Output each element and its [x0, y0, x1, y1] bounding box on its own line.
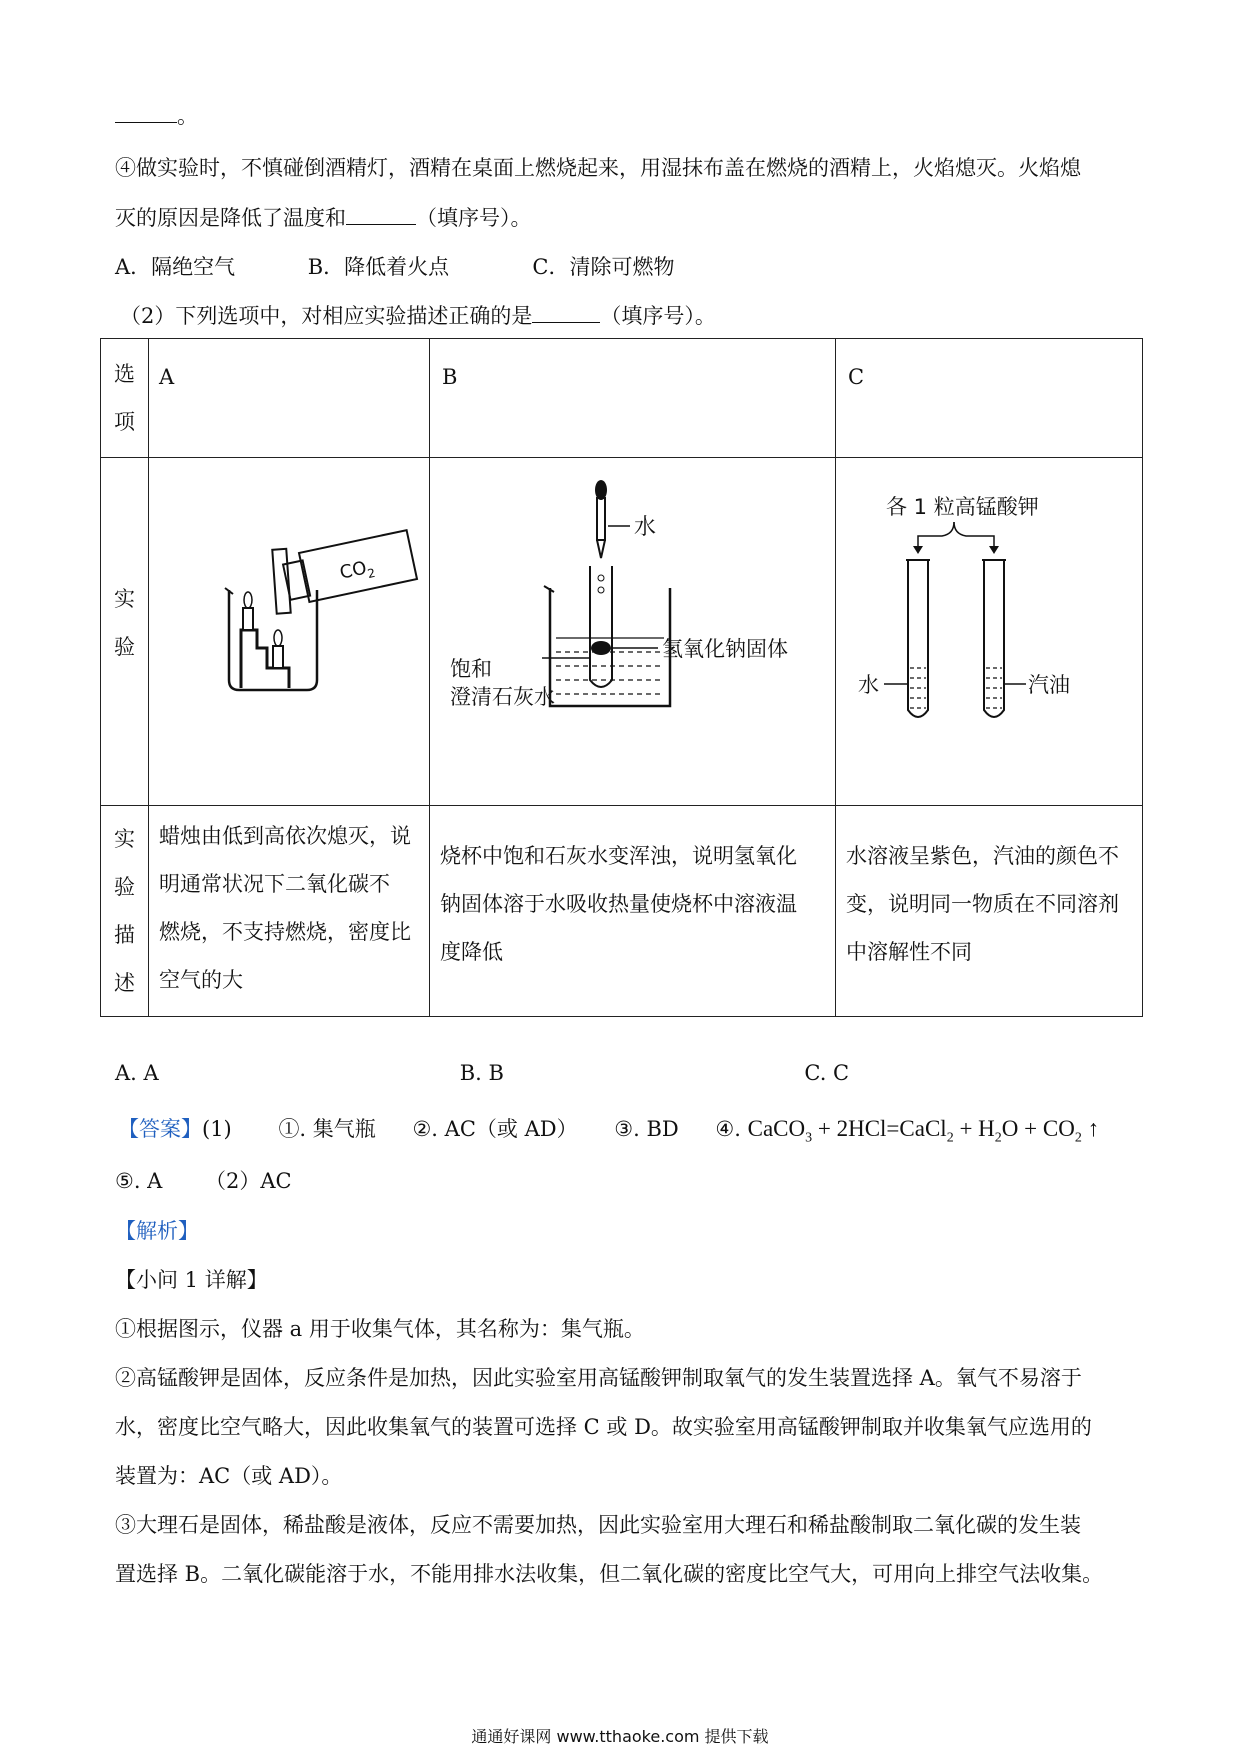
- column-label-b: B: [430, 339, 836, 458]
- choice-b: B. B: [459, 1061, 504, 1085]
- candle-high: [243, 608, 253, 630]
- q4-option-c: C．清除可燃物: [532, 255, 675, 279]
- experiment-table: [100, 338, 1143, 1017]
- q4-option-a: A．隔绝空气: [115, 255, 236, 279]
- row-header-description: 实 验 描 述: [101, 806, 149, 1017]
- label-naoh: 氢氧化钠固体: [662, 637, 788, 661]
- choice-a: A. A: [115, 1061, 159, 1085]
- description-c: 水溶液呈紫色，汽油的颜色不 变，说明同一物质在不同溶剂 中溶解性不同: [836, 806, 1143, 1017]
- label-kmno4: 各 1 粒高锰酸钾: [886, 495, 1039, 519]
- row-header-options: 选 项: [101, 339, 149, 458]
- q4-line-1: ④做实验时，不慎碰倒酒精灯，酒精在桌面上燃烧起来，用湿抹布盖在燃烧的酒精上，火焰熄灭。火焰熄: [115, 156, 1081, 180]
- analysis-line-5: ③大理石是固体，稀盐酸是液体，反应不需要加热，因此实验室用大理石和稀盐酸制取二氧化碳的发生装: [115, 1513, 1081, 1537]
- figure-c-kmno4-solvents: [836, 458, 1142, 788]
- description-b: 烧杯中饱和石灰水变浑浊，说明氢氧化 钠固体溶于水吸收热量使烧杯中溶液温 度降低: [430, 806, 836, 1017]
- label-limewater: 澄清石灰水: [450, 685, 555, 709]
- answer-blank: [532, 300, 600, 323]
- test-tube-gasoline: [984, 560, 1004, 717]
- q2-stem: （2）下列选项中，对相应实验描述正确的是 （填序号）。: [120, 300, 716, 331]
- label-water-c: 水: [858, 673, 879, 697]
- table-row-options: [101, 339, 1143, 458]
- analysis-line-1: ①根据图示，仪器 a 用于收集气体，其名称为：集气瓶。: [115, 1317, 645, 1341]
- answer-label: 【答案】: [118, 1117, 202, 1141]
- analysis-line-3: 水，密度比空气略大，因此收集氧气的装置可选择 C 或 D。故实验室用高锰酸钾制取并收集氧气应选用的: [115, 1415, 1092, 1439]
- column-label-c: C: [836, 339, 1143, 458]
- top-answer-blank-line: 。: [115, 100, 198, 131]
- candle-low: [273, 646, 283, 668]
- co2-gas-jar: [264, 522, 419, 616]
- table-row-description: [101, 806, 1143, 1017]
- answer-blank: [115, 100, 177, 123]
- figure-c-cell: [836, 458, 1143, 806]
- analysis-label: 【解析】: [115, 1219, 199, 1243]
- figure-b-cell: [430, 458, 836, 806]
- page-footer: 通通好课网 www.tthaoke.com 提供下载: [471, 1727, 769, 1746]
- test-tube-b: [590, 566, 612, 687]
- answer-line-2: ⑤. A （2）AC: [115, 1169, 292, 1193]
- label-saturated: 饱和: [450, 657, 492, 681]
- answer-line: 【答案】(1) ①. 集气瓶 ②. AC（或 AD） ③. BD ④. CaCO$_3$ + 2HCl=CaCl$_2$ + $H_2O + CO_2$ ↑: [118, 1116, 1100, 1146]
- naoh-solid: [591, 641, 611, 655]
- figure-a-cell: [149, 458, 430, 806]
- label-water: 水: [634, 515, 657, 540]
- q4-options: [115, 252, 674, 282]
- column-label-a: A: [149, 339, 430, 458]
- analysis-line-4: 装置为：AC（或 AD）。: [115, 1464, 343, 1488]
- svg-text:CO2: $CO_2$: [337, 557, 377, 584]
- row-header-experiment: 实 验: [101, 458, 149, 806]
- description-a: 蜡烛由低到高依次熄灭，说 明通常状况下二氧化碳不 燃烧，不支持燃烧，密度比 空气的大: [149, 806, 430, 1017]
- answer-blank: [346, 202, 416, 225]
- figure-a-co2-candles: [149, 458, 429, 788]
- analysis-line-6: 置选择 B。二氧化碳能溶于水，不能用排水法收集，但二氧化碳的密度比空气大，可用向上排空气法收集。: [115, 1562, 1104, 1586]
- chemical-equation: CaCO$_3$ + 2HCl=CaCl$_2$ + $H_2O + CO_2$ ↑: [747, 1116, 1100, 1146]
- figure-b-naoh-limewater: [430, 458, 835, 788]
- table-row-experiment: [101, 458, 1143, 806]
- q4-option-b: B．降低着火点: [307, 255, 450, 279]
- sub-question-heading: 【小问 1 详解】: [115, 1268, 268, 1292]
- choice-c: C. C: [804, 1061, 850, 1085]
- q4-line-2: 灭的原因是降低了温度和 （填序号）。: [115, 202, 532, 233]
- label-gasoline: 汽油: [1028, 673, 1070, 697]
- choices: [115, 1058, 849, 1088]
- analysis-line-2: ②高锰酸钾是固体，反应条件是加热，因此实验室用高锰酸钾制取氧气的发生装置选择 A。氧气不易溶于: [115, 1366, 1082, 1390]
- test-tube-water: [908, 560, 928, 717]
